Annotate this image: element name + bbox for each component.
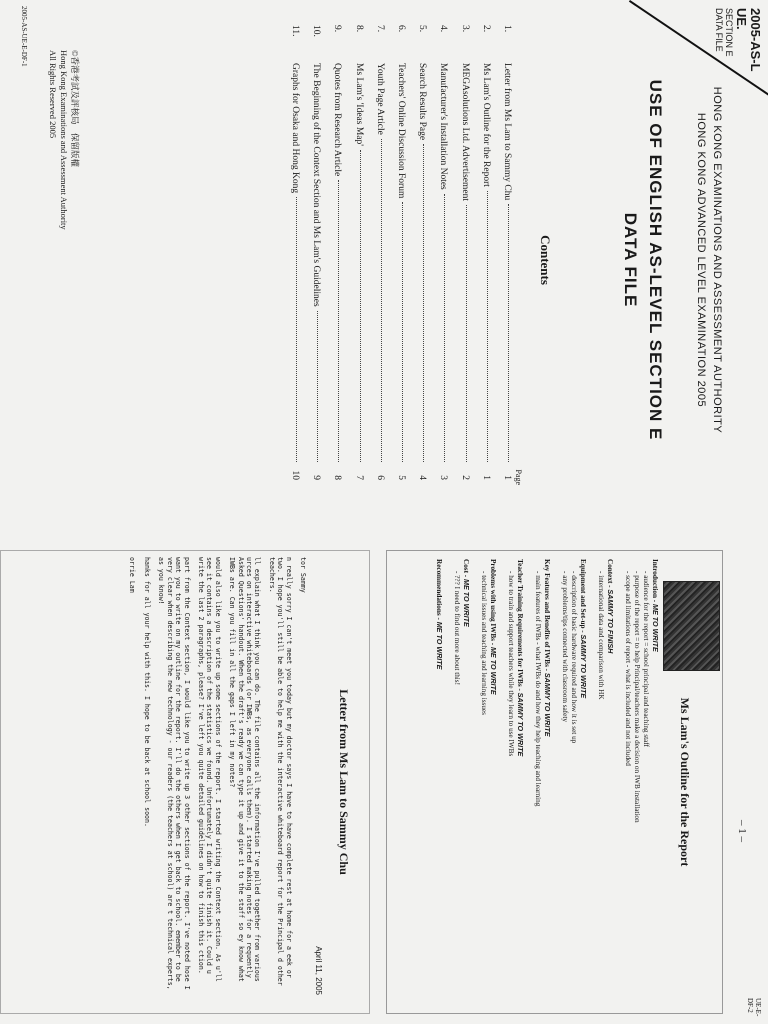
outline-bullet: - audience for the report = school principal and teaching staff [641,571,650,1004]
contents-item [427,25,448,480]
contents-item-number: 2. [480,25,491,33]
main-title: USE OF ENGLISH AS-LEVEL SECTION E [646,79,665,441]
letter-body [122,557,307,997]
letter-paragraph: orrie Lam [128,557,137,593]
outline-section-title: Context - [606,559,614,590]
dot-leader [444,194,445,462]
outline-bullet: - any problems/tips connected with classroom safety [560,571,569,1004]
contents-item-title: Teachers' Online Discussion Forum [396,63,407,199]
contents-item-page: 1 [480,475,491,480]
contents-item [300,25,321,480]
outline-bullet: - how to train and support teachers while they learn to use IWBs [506,571,515,1004]
letter-paragraph: n really sorry I can't meet you today but my doctor says I have to have complete rest at home for a eek or two. I hope you'll still be able to help me with the interactive whiteboard report for the Principal d other teachers. [267,557,293,986]
contents-item [321,25,342,480]
dot-leader [423,144,424,462]
letter-title: Letter from Ms Lam to Sammy Chu [337,689,351,875]
outline-section [533,559,552,1004]
copyright-rights: All Rights Reserved 2005 [48,50,58,139]
copyright-block [47,50,80,230]
handwritten-note: SAMMY TO WRITE [516,692,525,757]
section-label: SECTION E [724,8,734,57]
contents-item-page: 4 [417,475,428,480]
dot-leader [402,202,403,462]
outline-panel [386,550,723,1014]
outline-bullets [533,559,542,1004]
outline-section [506,559,525,1004]
outline-section-heading [515,559,525,1004]
contents-item-page: 7 [353,475,364,480]
contents-item-page: 5 [396,475,407,480]
outline-section [560,559,588,1004]
letter-paragraph: hanks for all your help with this. I hope to be back at school soon. [142,557,151,827]
contents-item-number: 8. [353,25,364,33]
contents-item-title: Search Results Page [417,63,428,141]
data-file-label: DATA FILE [714,8,724,52]
outline-bullets [479,559,488,1004]
contents-item-title: Ms Lam's 'Ideas Map' [353,63,364,146]
contents-item-title: The Beginning of the Context Section and Ms Lam's Guidelines [311,63,322,307]
letter-date: April 11, 2005 [314,946,323,995]
letter-paragraph: ll explain what I think you can do. The file contains all the information I've pulled together from various urces on interactive whiteboards (or IWBs, as everyone calls them). I started making notes for a requently Asked Questions' handout. When the draft's ready we can type it up and give it to the staff so ey know what IWBs are. Can you fill in all the gaps I left in my notes? [228,557,262,982]
outline-section-heading [578,559,588,1004]
outline-bullets [596,559,605,1004]
contents-item-number: 3. [459,25,470,33]
page-code: UE-E-DF-2 [746,998,762,1017]
letter-paragraph: would also like you to write up some sections of the report. I started writing the Context section. As u'll see it contains a description of the statistics we found. Unfortunately I didn't quite finish it. Could u write the last 2 paragraphs, please? I've left you quite detailed guidelines on how to finish this ction. [196,557,222,982]
contents-item-title: Ms Lam's Outline for the Report [480,63,491,187]
handwritten-note: ME TO WRITE [435,621,444,670]
footer-code: 2005-AS-UE-E-DF-1 [20,6,28,67]
outline-bullet: - ??? I need to find out more about this! [452,571,461,1004]
outline-section-heading [650,559,660,1004]
contents-item-number: 7. [374,25,385,33]
copyright-authority: Hong Kong Examinations and Assessment Authority [59,50,69,230]
contents-item-page: 9 [311,475,322,480]
outline-section-heading [488,559,498,1004]
contents-item-number: 4. [438,25,449,33]
authority-heading: HONG KONG EXAMINATIONS AND ASSESSMENT AUTHORITY [711,86,723,434]
contents-heading: Contents [538,235,553,285]
outline-section-title: Introduction - [651,559,659,604]
contents-item-page: 1 [502,475,512,480]
outline-section [479,559,498,1004]
dot-leader [360,150,361,462]
handwritten-note: SAMMY TO WRITE [579,634,588,699]
contents-item [279,25,300,480]
outline-bullets [506,559,515,1004]
contents-item-title: Manufacturer's Installation Notes [438,63,449,190]
outline-bullet: - purpose of the report = to help Principal/teachers make a decision on IWB installation [632,571,641,1004]
contents-item [385,25,406,480]
outline-section-title: Recommendations - [435,559,443,622]
contents-item-number: 10. [311,25,322,37]
handwritten-note: ME TO WRITE [651,604,660,652]
outline-section-heading [605,559,615,1004]
outline-title: Ms Lam's Outline for the Report [678,697,692,867]
contents-item-number: 1. [502,25,512,33]
outline-section-heading [461,559,471,1004]
contents-item-number: 6. [396,25,407,33]
outline-section-title: Key Features and Benefits of IWBs - [543,559,551,673]
dot-leader [466,205,467,462]
page-number: – 1 – [736,820,748,842]
outline-section-heading [542,559,552,1004]
contents-item-title: Letter from Ms Lam to Sammy Chu [502,63,512,201]
outline-list [426,559,660,1004]
handwritten-note: SAMMY TO WRITE [543,672,552,737]
letter-paragraph: part from the Context section, I would like you to write up 3 other sections of the report. I've noted hose I want you to write on my outline for the report. I'll do the others when I get back to school. emember to be very clear when describing the new technology - our readers (the teachers at school) are t technical experts, as you know! [157,557,191,990]
copyright-chinese: ©香港考試及評核局 保留版權 [70,50,80,167]
outline-section [434,559,444,1004]
outline-section [623,559,660,1004]
dot-leader [487,191,488,462]
outline-section-title: Teacher Training Requirements for IWBs - [516,559,524,693]
outline-bullet: - main features of IWBs - what IWBs do and how they help teaching and learning [533,571,542,1004]
contents-item-title: Graphs for Osaka and Hong Kong [290,63,301,194]
handwritten-note: SAMMY TO FINISH [606,589,615,654]
contents-item-page: 6 [374,475,385,480]
contents-item-title: Youth Page Article [374,63,385,135]
dot-leader [508,204,509,462]
contents-item-page: 3 [438,475,449,480]
outline-bullets [560,559,578,1004]
contents-item [364,25,385,480]
dot-leader [381,139,382,462]
outline-section-title: Problems with using IWBs - [489,559,497,647]
dot-leader [317,311,318,462]
contents-item [448,25,469,480]
outline-bullet: - scope and limitations of report - what is included and not included [623,571,632,1004]
main-title-sub: DATA FILE [621,212,640,308]
page-one-sheet [0,540,768,1024]
contents-item [406,25,427,480]
outline-bullets [452,559,461,1004]
contents-item-number: 9. [332,25,343,33]
outline-bullet: - technical issues and teaching and learning issues [479,571,488,1004]
dot-leader [296,197,297,462]
outline-section [596,559,615,1004]
contents-item-number: 5. [417,25,428,33]
page-column-label: Page [514,469,523,485]
outline-section-title: Cost - [462,559,470,579]
outline-bullets [623,559,650,1004]
letter-paragraph: tor Sammy [299,557,307,593]
contents-item [491,25,512,480]
outline-bullet: - international data and comparison with HK [596,571,605,1004]
outline-section [452,559,471,1004]
contents-item-number: 11. [290,25,301,37]
contents-item-page: 2 [459,475,470,480]
contents-item-page: 10 [290,470,301,480]
outline-section-title: Equipment and Set-up - [579,559,587,635]
exam-heading: HONG KONG ADVANCED LEVEL EXAMINATION 2005 [695,112,707,408]
outline-section-heading [434,559,444,1004]
contents-item-title: Quotes from Research Article [332,63,343,177]
handwritten-note: ME TO WRITE [462,578,471,627]
contents-item-page: 8 [332,475,343,480]
contents-item [470,25,491,480]
contents-list [279,25,512,480]
paper-code-ue: UE. [734,8,749,30]
letter-panel [0,550,370,1014]
dot-leader [339,180,340,462]
contents-item-title: MEGAsolutions Ltd. Advertisement [459,63,470,202]
handwritten-note: ME TO WRITE [489,646,498,695]
paper-code: 2005-AS-L [748,8,763,72]
contents-item [343,25,364,480]
outline-bullet: - description of basic hardware required and how it is set up [569,571,578,1004]
